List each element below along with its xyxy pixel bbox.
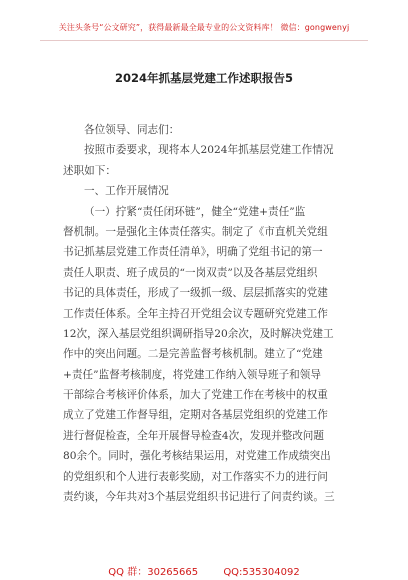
body-line: 干部综合考核评价体系，加大了党建工作在考核中的权重 xyxy=(63,389,328,402)
body-line: 述职如下： xyxy=(63,164,116,177)
promo-header: 关注头条号“公文研究”，获得最新最全最专业的公文资料库！ 微信：gongwenyj xyxy=(58,23,350,32)
body-line: 责约谈，今年共对3个基层党组织书记进行了问责约谈。三 xyxy=(63,491,335,504)
body-line: 书记的具体责任，形成了一级抓一级、层层抓落实的党建 xyxy=(63,287,328,300)
body-line: 督机制。一是强化主体责任落实。制定了《市直机关党组 xyxy=(63,225,328,238)
body-line: 责任人职责、班子成员的“一岗双责”以及各基层党组织 xyxy=(63,266,318,279)
document-title: 2024年抓基层党建工作述职报告5 xyxy=(114,71,293,85)
body-line: 作中的突出问题。二是完善监督考核机制。建立了“党建 xyxy=(63,348,323,361)
body-line: 进行督促检查，全年开展督导检查4次，发现并整改问题 xyxy=(63,429,324,442)
header-divider xyxy=(40,40,368,41)
qq-group-number: QQ 群：30265665 xyxy=(108,567,199,578)
body-line: 工作责任体系。全年主持召开党组会议专题研究党建工作 xyxy=(63,307,328,320)
body-line: +责任”监督考核制度，将党建工作纳入领导班子和领导 xyxy=(63,368,321,381)
body-line: 一、工作开展情况 xyxy=(84,185,169,198)
body-line: 按照市委要求，现将本人2024年抓基层党建工作情况 xyxy=(84,144,334,157)
body-line: 80余个。同时，强化考核结果运用，对党建工作成绩突出 xyxy=(63,450,331,463)
body-line: 各位领导、同志们： xyxy=(84,124,180,136)
document-body xyxy=(63,120,353,507)
qq-number: QQ:535304092 xyxy=(223,567,300,578)
body-line: 的党组织和个人进行表彰奖励，对工作落实不力的进行问 xyxy=(63,470,328,483)
body-line: 成立了党建工作督导组，定期对各基层党组织的党建工作 xyxy=(63,409,328,422)
body-line: 12次，深入基层党组织调研指导20余次，及时解决党建工 xyxy=(63,327,334,340)
body-line: （一）拧紧“责任闭环链”，健全“党建+责任”监 xyxy=(84,205,306,218)
body-line: 书记抓基层党建工作责任清单》，明确了党组书记的第一 xyxy=(63,246,323,259)
contact-footer xyxy=(0,563,408,578)
